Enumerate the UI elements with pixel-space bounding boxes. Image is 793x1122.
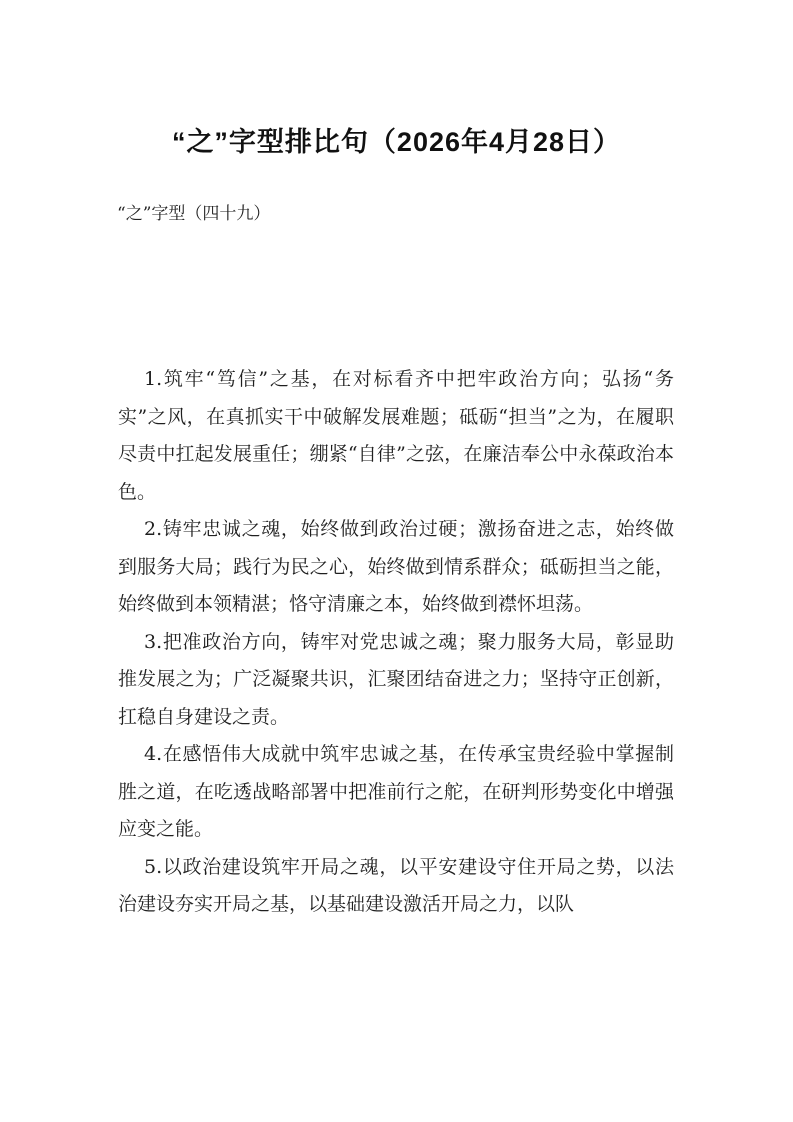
paragraph-4: 4.在感悟伟大成就中筑牢忠诚之基，在传承宝贵经验中掌握制胜之道，在吃透战略部署中把准前行之舵，在研判形势变化中增强应变之能。 <box>118 743 674 840</box>
document-body <box>118 361 674 924</box>
document-subtitle: “之”字型（四十九） <box>117 204 271 224</box>
document-title: “之”字型排比句（2026年4月28日） <box>171 127 622 157</box>
paragraph-3: 3.把准政治方向，铸牢对党忠诚之魂；聚力服务大局，彰显助推发展之为；广泛凝聚共识，汇聚团结奋进之力；坚持守正创新，扛稳自身建设之责。 <box>118 630 674 728</box>
paragraph-1: 1.筑牢“笃信”之基，在对标看齐中把牢政治方向；弘扬“务实”之风，在真抓实干中破解发展难题；砥砺“担当”之为，在履职尽责中扛起发展重任；绷紧“自律”之弦，在廉洁奉公中永葆政治本色。 <box>118 368 674 503</box>
paragraph-2: 2.铸牢忠诚之魂，始终做到政治过硬；激扬奋进之志，始终做到服务大局；践行为民之心，始终做到情系群众；砥砺担当之能，始终做到本领精湛；恪守清廉之本，始终做到襟怀坦荡。 <box>118 518 674 615</box>
paragraph-5: 5.以政治建设筑牢开局之魂，以平安建设守住开局之势，以法治建设夯实开局之基，以基础建设激活开局之力，以队 <box>118 855 674 915</box>
